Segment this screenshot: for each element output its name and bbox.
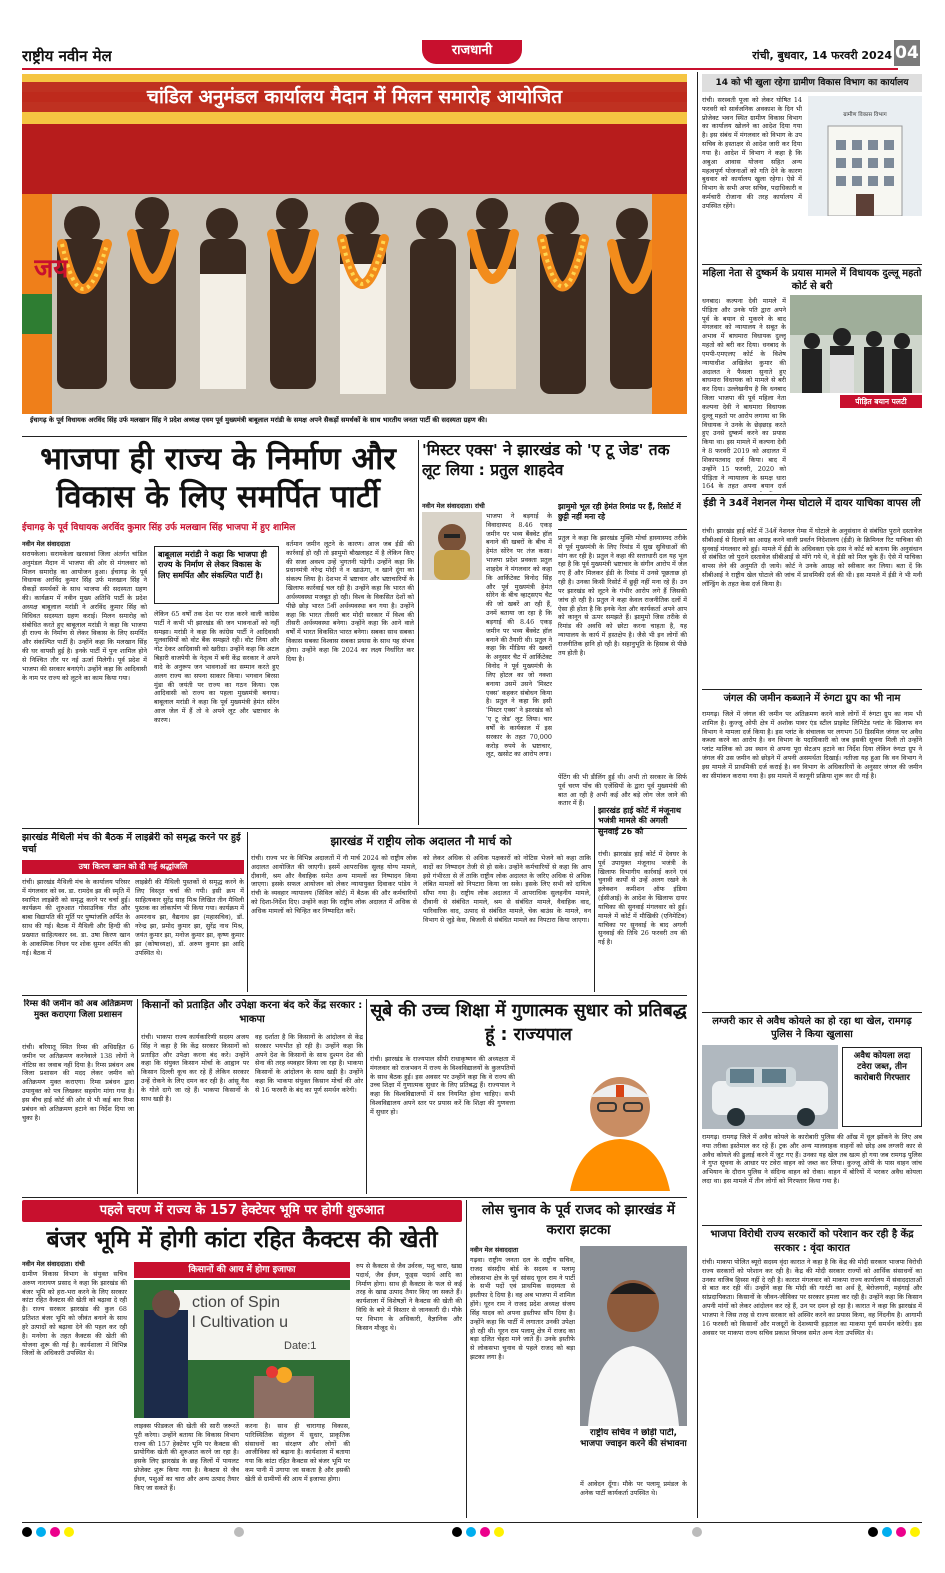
bjp-strap	[22, 520, 414, 536]
reg-mark-grey-1	[234, 1527, 244, 1537]
bjp-story	[22, 440, 414, 825]
forest-headline: जंगल की जमीन कब्जाने में रुंगटा ग्रुप का भी नाम	[723, 693, 901, 704]
rjd-headline: लोस चुनाव के पूर्व राजद को झारखंड में करारा झटका	[482, 1202, 675, 1238]
rule-farmers-governor	[366, 999, 367, 1194]
reg-mark-cyan-3	[882, 1527, 892, 1537]
cactus-band	[22, 1200, 462, 1222]
mrx-byline: नवीन मेल संवाददाता। रांची	[422, 502, 485, 510]
bjp-headline-1: भाजपा ही राज्य के निर्माण और	[40, 441, 396, 477]
rural-dept-headline-box	[702, 74, 922, 92]
cactus-story	[22, 1200, 462, 1518]
rims-body: रांची। बरियातू स्थित रिम्स की अधिग्रहित 6 जमीन पर अतिक्रमण करनेवाले 138 लोगों ने नोटिस का जवाब नहीं दिया है। रिम्स प्रबंधन अब जिला प्रशासन की मदद लेकर जमीन को अतिक्रमण मुक्त कराएगा। रिम्स प्रबंधन द्वारा उपायुक्त को पत्र लिखकर सहयोग मांगा गया है। इस बीच हाई कोर्ट की ओर से भी कई बार रिम्स प्रबंधन को अतिक्रमण हटाने का निर्देश दिया जा चुका है।	[22, 1043, 134, 1122]
dulu-body: धनबाद। कल्पना देवी मामले में पीड़िता और उनके पति द्वारा अपने पूर्व के बयान से मुकरने के बाद मंगलवार को न्यायालय ने सबूत के अभाव में बाघमारा विधायक दुल्लू महतो को बरी कर दिया। धनबाद के एमपी-एमएलए कोर्ट के विशेष न्यायाधीश अखिलेश कुमार की अदालत ने फैसला सुनाते हुए बाघमारा विधायक को मामले से बरी कर दिया। उल्लेखनीय है कि धनबाद जिला भाजपा की पूर्व महिला नेता कल्पना देवी ने बाघमारा विधायक दुल्लू महतो पर आरोप लगाया था कि विधायक ने उनके के छेड़छाड़ करते हुए उनसे दुष्कर्म करने का प्रयास किया था। इस मामले में कल्पना देवी ने 8 फरवरी 2019 को अदालत में शिकायतवाद दर्ज किया। बाद में उन्होंने 15 फरवरी, 2020 को पीड़िता ने न्यायालय के समक्ष धारा 164 के तहत अपना बयान दर्ज	[702, 297, 786, 491]
rjd-photo-caption: राष्ट्रीय सचिव ने छोड़ी पार्टी, भाजपा ज्वाइन करने की संभावना	[580, 1428, 687, 1450]
opposition-body: रांची। माकपा पोलित ब्यूरो सदस्य वृंदा कारात ने कहा है कि केंद्र की मोदी सरकार भाजपा विरोधी राज्य सरकारों को परेशान कर रही है। केंद्र की मोदी सरकार राज्यों को आर्थिक संसाधनों का उनका वाजिब हिस्सा नहीं दे रही है। कारात मंगलवार को माकपा राज्य कार्यालय में संवाददाताओं से बात कर रही थीं। उन्होंने कहा कि मोदी की गारंटी का अर्थ है, बेरोजगारी, महंगाई और सांप्रदायिकता। किसानों के जीवन-जीविका पर सरकार हमला कर रही है। उन्होंने कहा कि किसान अपनी मांगों को लेकर आंदोलन कर रहे हैं, उन पर दमन हो रहा है। कारात ने कहा कि झारखंड में भाजपा ने जिस तरह से राज्य सरकार को अस्थिर करने का प्रयास किया, वह निंदनीय है। आगामी 16 फरवरी को किसानों और मजदूरों के देशव्यापी हड़ताल का माकपा पूर्ण समर्थन करेगी। इस अवसर पर माकपा राज्य सचिव प्रकाश विप्लव समेत अन्य नेता उपस्थित थे।	[702, 1258, 922, 1337]
dulu-story	[702, 267, 922, 492]
governor-story	[370, 999, 687, 1194]
page-number: 04	[894, 40, 920, 66]
cactus-band-text: पहले चरण में राज्य के 157 हेक्टेयर भूमि पर होगी शुरुआत	[99, 1203, 385, 1218]
coal-photo-tag-box	[842, 1047, 922, 1127]
registration-strip	[22, 1524, 922, 1540]
ed-body: रांची। झारखंड हाई कोर्ट में 34वें नेशनल गेम्स में घोटाले के अनुसंधान से संबंधित पुराने दस्तावेज सीबीआई से दिलाने का आग्रह करने वाली प्रवर्तन निदेशालय (ईडी) के क्रिमिनल रिट याचिका की सुनवाई मंगलवार को हुई। मामले में ईडी के अधिवक्ता एके दास ने कोर्ट को बताया कि अनुसंधान से संबंधित जो पुराने दस्तावेज सीबीआई से माँगे गये थे, वे ईडी को मिल चुके हैं। ऐसे में याचिका वापस लेने की अनुमति दी जाये। कोर्ट ने उनके आग्रह को स्वीकार कर लिया। बता दें कि सीबीआई ने राष्ट्रीय खेल घोटाले की जांच में प्राथमिकी दर्ज की थी। इस मामले में ईडी ने भी मनी लॉन्ड्रिंग के तहत केस दर्ज किया है।	[702, 527, 922, 588]
reg-mark-black	[22, 1527, 32, 1537]
rally-banner-sign: जय	[34, 254, 69, 284]
cactus-body-col1: ग्रामीण विकास विभाग के संयुक्त सचिव अरुण नारायण प्रसाद ने कहा कि झारखंड की बंजर भूमि को हरा-भरा करने के लिए सरकार कांटा रहित कैक्टस की खेती को बढ़ावा दे रही है। राज्य सरकार झारखंड की कुल 68 प्रतिशत बंजर भूमि को जीवंत बनाने के साथ हरे उत्पादों को बढ़ावा देने की पहल कर रही है। मनरेगा के तहत कैक्टस की खेती की योजना शुरू की गई है। कार्यशाला में विभिन्न जिलों के अधिकारी उपस्थित थे।	[22, 1270, 127, 1358]
rule-right-4	[702, 1012, 922, 1013]
dulu-photo-graphic	[790, 295, 922, 393]
rjd-photo-caption-box	[580, 1428, 687, 1474]
cactus-photo-banner-2: l Cultivation u	[192, 1314, 289, 1331]
bjp-headline-2: विकास के लिए समर्पित पार्टी	[56, 479, 380, 515]
rjd-photo	[580, 1246, 687, 1426]
dulu-photo-tag: पीड़ित बयान पलटी	[855, 397, 907, 406]
rally-photo-caption: ईचागढ़ के पूर्व विधायक अरविंद सिंह उर्फ मलखान सिंह ने प्रदेश अध्यक्ष एवम पूर्व मुख्यमंत्री बाबूलाल मरांडी के समक्ष अपने सैकड़ों समर्थकों के साथ भारतीय जनता पार्टी की सदस्यता ग्रहण की।	[30, 416, 488, 424]
cactus-body-col3: करना है। साथ ही चारागाह विकास, पारिस्थितिक संतुलन में सुधार, प्राकृतिक संसाधनों का संरक्षण और लोगों की आजीविका को बढ़ाना है। कार्यशाला में बताया गया कि कांटा रहित कैक्टस को बंजर भूमि पर कम पानी में उगाया जा सकता है और इसकी खेती से ग्रामीणों की आय में इजाफा होगा।	[245, 1422, 350, 1483]
mrx-body-col2: प्रतुल ने कहा कि झारखंड मुक्ति मोर्चा हास्यास्पद तरीके से पूर्व मुख्यमंत्री के लिए रिमांड में सुख सुविधाओं की मांग कर रही है। प्रतुल ने कहा की सत्ताधारी दल यह भूल रहा है कि पूर्व मुख्यमंत्री भ्रष्टाचार के संगीन आरोप में जेल गए हैं और मिलकर ईडी के रिमांड में उनसे पूछताछ हो रही है। उनका किसी रिसोर्ट में छुट्टी नहीं मना रहे हैं। उन पर झारखंड को लूटने के गंभीर आरोप लगे हैं जिसकी जांच हो रही है। प्रतुल ने कहा केवल राजनीतिक दलों में ऐसा ही होता है कि इनके नेता और कार्यकर्ता अपने आप को कानून से ऊपर समझते हैं। झामुमो जिस तरीके से रिमांड की अवधि को छोटा करना चाहता है, यह न्यायालय के कार्य में हस्तक्षेप है। जैसे भी इन लोगों की राजनीतिक हानि हो रही है। सहानुभूति के हिसाब से पीछे तय होती है।	[558, 534, 687, 657]
lok-adalat-story	[251, 832, 591, 992]
rjd-story	[470, 1200, 687, 1518]
farmers-headline: किसानों को प्रताड़ित और उपेक्षा करना बंद करे केंद्र सरकार : भाकपा	[141, 1000, 363, 1025]
bjp-body-col1: सरायकेला। सरायकेला खरसावां जिला अंतर्गत चांडिल अनुमंडल मैदान में भाजपा की ओर से मंगलवार को मिलन समारोह का आयोजन हुआ। ईचागढ़ के पूर्व विधायक अरविंद कुमार सिंह उर्फ मलखान सिंह ने सैकड़ों समर्थकों के साथ भाजपा की सदस्यता ग्रहण की। कार्यक्रम में नवीन मुख्य अतिथि पार्टी के प्रदेश अध्यक्ष बाबूलाल मरांडी ने अरविंद कुमार सिंह को विधिवत सदस्यता ग्रहण कराई। मिलन समारोह को संबोधित करते हुए बाबूलाल मरांडी ने कहा कि भाजपा ही राज्य के निर्माण से लेकर विकास के लिए समर्पित और संकल्पित पार्टी है। उन्होंने कहा कि मलखान सिंह की घर वापसी हुई है। इनके पार्टी में पुनः शामिल होने से निश्चित तौर पर नई ऊर्जा मिलेगी। पूर्व प्रदेश में भाजपा की सरकार बनाएंगे। उन्होंने कहा कि आदिवासी के नाम पर राज्य को लूटने का काम किया गया।	[22, 550, 147, 682]
governor-headline: सूबे की उच्च शिक्षा में गुणात्मक सुधार को प्रतिबद्ध हूं : राज्यपाल	[370, 1001, 687, 1045]
farmers-story	[141, 999, 363, 1194]
farmers-body-col2: वह दर्शाता है कि किसानों के आंदोलन से केंद्र सरकार भयभीत हो रही है। उन्होंने कहा कि अपने देश के किसानों के साथ दुश्मन देश की सेना की तरह व्यवहार किया जा रहा है। भाकपा किसानों के आंदोलन के साथ खड़ी है। उन्होंने कहा कि भाकपा संयुक्त किसान मोर्चा की ओर से 16 फरवरी के बंद का पूर्ण समर्थन करेगी।	[255, 1033, 363, 1094]
rule-rims-farmers	[137, 999, 138, 1194]
manjunath-body: रांची। झारखंड हाई कोर्ट में देवघर के पूर्व उपायुक्त मंजूनाथ भजंत्री के खिलाफ विभागीय कार्रवाई करने एवं चुनावी कार्यों से उन्हें अलग रखने के इलेक्शन कमीशन ऑफ इंडिया (ईसीआई) के आदेश के खिलाफ दायर याचिका की सुनवाई मंगलवार को हुई। मामले में कोर्ट में मौखिकी (एनिमेटिव) याचिका पर सुनवाई के बाद अगली सुनवाई की तिथि 26 फरवरी तय की गई है।	[598, 850, 687, 947]
reg-mark-yellow-3	[910, 1527, 920, 1537]
forest-body: रामगढ़। जिले में जंगल की जमीन पर अतिक्रमण करने वाले लोगों में रुंगटा ग्रुप का नाम भी शामिल है। कुज्जू ओपी क्षेत्र में अशोक पावर एंड स्टील प्राइवेट लिमिटेड प्लांट के खिलाफ वन विभाग ने मामला दर्ज किया है। इस प्लांट के संचालक पर लगभग 50 डिसमिल जंगल पर अवैध कब्जा करने का आरोप है। वन विभाग के पदाधिकारी को जब इसकी सूचना मिली तो उन्होंने प्लांट मालिक को उस स्थान से अपना पूरा सेटअप हटाने का निर्देश दिया लेकिन रुंगटा ग्रुप ने जंगल की उस जमीन को छोड़ने में अपनी असमर्थता दिखाई। नतीजा यह हुआ कि वन विभाग ने इस मामले में प्राथमिकी दर्ज कराई है। वन विभाग के अधिकारियों के अनुसार जंगल की जमीन का सीमांकन कराया गया है। इस मामले में कानूनी प्रक्रिया शुरू कर दी गई है।	[702, 710, 922, 780]
pratul-photo	[422, 512, 482, 580]
ed-headline: ईडी ने 34वें नेशनल गेम्स घोटाले में दायर याचिका वापस ली	[703, 498, 921, 509]
reg-mark-yellow-2	[494, 1527, 504, 1537]
manjunath-story	[598, 806, 687, 992]
rally-photo	[22, 74, 687, 414]
maithili-headline: झारखंड मैथिली मंच की बैठक में लाइब्रेरी को समृद्ध करने पर हुई चर्चा	[22, 832, 241, 856]
reg-mark-black-3	[868, 1527, 878, 1537]
coal-story	[702, 1015, 922, 1223]
coal-body: रामगढ़। रामगढ़ जिले में अवैध कोयले के कारोबारी पुलिस की आँख में धूल झोंकने के लिए अब नया तरीका इस्तेमाल कर रहे हैं। ट्रक और अन्य मालवाहक वाहनों को छोड़ अब लग्जरी कार से अवैध कोयले की ढुलाई करने में जुट गए हैं। उनका यह खेल तब खत्म हो गया जब रामगढ़ पुलिस ने गुप्त सूचना के आधार पर टवेरा वाहन को जब्त कर लिया। कुज्जू ओपी के पास वाहन जांच अभियान के दौरान पुलिस ने संदिग्ध वाहन को रोका। वाहन में बोरियों में भरकर अवैध कोयला लदा था। इस मामले में तीन लोगों को गिरफ्तार किया गया है।	[702, 1133, 922, 1186]
cactus-photo-caption-box	[134, 1262, 350, 1278]
cactus-body-col4: रुप से कैक्टस से जैव उर्वरक, पशु चारा, खाद्य पदार्थ, जैव ईंधन, फूड्स पदार्थ आदि का निर्माण होगा। साथ ही कैक्टस के फल से कई तरह के खाद्य उत्पाद तैयार किए जा सकते हैं। कार्यशाला में विशेषज्ञों ने कैक्टस की खेती की विधि के बारे में विस्तार से जानकारी दी। मौके पर विभाग के अधिकारी, वैज्ञानिक और किसान मौजूद थे।	[356, 1262, 462, 1332]
rule-mid-horizontal-2	[22, 995, 687, 996]
reg-mark-cyan-2	[466, 1527, 476, 1537]
reg-mark-black-2	[452, 1527, 462, 1537]
reg-mark-cyan	[36, 1527, 46, 1537]
masthead-rule	[22, 68, 898, 70]
top-banner	[22, 82, 687, 112]
rural-dept-building-label: ग्रामीण विकास विभाग	[843, 112, 887, 118]
reg-mark-grey-2	[692, 1527, 702, 1537]
bjp-byline: नवीन मेल संवाददाता	[22, 540, 71, 548]
cactus-body-col2: लाइक्स फीडकल की खेती की सारी जरूरतें पूरी करेगा। उन्होंने बताया कि विकास विभाग राज्य की 157 हेक्टेयर भूमि पर कैक्टस की प्रायोगिक खेती की शुरुआत करने जा रहा है। इसके लिए झारखंड के छह जिलों में पायलट प्रोजेक्ट शुरू किया गया है। कैक्टस से जैव ईंधन, पशुओं का चारा और अन्य उत्पाद तैयार किए जा सकते हैं।	[134, 1422, 239, 1492]
pratul-photo-graphic	[422, 512, 482, 580]
rule-right-3	[702, 689, 922, 690]
bjp-pullquote	[154, 546, 279, 604]
mrx-body-col1: भाजपा ने बड़गाई के विवादास्पद 8.46 एकड़ जमीन पर भव्य बैंक्वेट हॉल बनाने की खबरों के बीच में हेमंत सोरेन पर तंज कसा। भाजपा प्रदेश प्रवक्ता प्रतुल शाहदेव ने मंगलवार को कहा कि आर्किटेक्ट विनोद सिंह और पूर्व मुख्यमंत्री हेमंत सोरेन के बीच व्हाट्सएप चैट की जो खबरें आ रही हैं, उनमें बताया जा रहा है कि बड़गाई की 8.46 एकड़ जमीन पर भव्य बैंक्वेट हॉल बनाने की तैयारी थी। प्रतुल ने कहा कि मीडिया की खबरों के अनुसार चैट में आर्किटेक्ट विनोद ने पूर्व मुख्यमंत्री के लिए होटल का जो नक्शा बनाया उसमें उसने 'मिस्टर एक्स' कहकर संबोधन किया है। प्रतुल ने कहा कि इसी 'मिस्टर एक्स' ने झारखंड को 'ए टू जेड' लूट लिया। चार वर्षों के कार्यकाल में इस सरकार के तहत 70,000 करोड़ रुपये के भ्रष्टाचार, लूट, खसोट का आरोप लगा।	[486, 512, 552, 759]
lok-adalat-body-col1: रांची। राज्य भर के विभिन्न अदालतों में नौ मार्च 2024 को राष्ट्रीय लोक अदालत आयोजित की जाएगी। इसमें आपराधिक सुलह योग्य मामले, दीवानी, श्रम और वैवाहिक समेत अन्य मामलों का निष्पादन किया जाएगा। इसके सफल आयोजन को लेकर न्यायायुक्त दिवाकर पांडेय ने रांची के व्यवहार न्यायालय (सिविल कोर्ट) में बैठक की और कर्मचारियों को दिशा-निर्देश दिए। उन्होंने कहा कि राष्ट्रीय लोक अदालत में अधिक से अधिक मामलों को चिन्हित कर निष्पादित करें।	[251, 854, 417, 915]
farmers-body-col1: रांची। भाकपा राज्य कार्यकारिणी सदस्य अजय सिंह ने कहा है कि केंद्र सरकार किसानों को प्रताड़ित और उपेक्षा करना बंद करे। उन्होंने कहा कि संयुक्त किसान मोर्चा के आह्वान पर किसान दिल्ली कूच कर रहे हैं लेकिन सरकार उन्हें रोकने के लिए दमन कर रही है। आंसू गैस के गोले दागे जा रहे हैं। भाकपा किसानों के साथ खड़ी है।	[141, 1033, 249, 1103]
dulu-headline: महिला नेता से दुष्कर्म के प्रयास मामले में विधायक दुल्लू महतो कोर्ट से बरी	[702, 268, 922, 293]
cactus-photo	[134, 1280, 350, 1418]
rule-maithili-lok	[247, 832, 248, 992]
rule-right-2	[702, 494, 922, 495]
governor-photo	[560, 1063, 680, 1191]
mrx-sub-headline-box	[558, 502, 687, 530]
masthead	[22, 40, 922, 68]
rule-lok-manjunath	[594, 806, 595, 992]
maithili-story	[22, 832, 244, 992]
cactus-byline: नवीन मेल संवाददाता। रांची	[22, 1260, 85, 1268]
bjp-pullquote-text: बाबूलाल मरांडी ने कहा कि भाजपा ही राज्य के निर्माण से लेकर विकास के लिए समर्पित और संकल्पित पार्टी है।	[158, 550, 268, 580]
maithili-body-col2: लाइब्रेरी की मैथिली पुस्तकों से समृद्ध करने के लिए विस्तृत चर्चा की गयी। इसी क्रम में साहित्यकार सुरेंद्र साह मिश्र लिखित तीन मैथिली पुस्तक का लोकार्पण भी किया गया। कार्यक्रम में अमरनाथ झा, वैद्यनाथ झा (महासचिव), डॉ. नरेन्द्र झा, प्रमोद कुमार झा, सुरेंद्र नाथ मिश्र, जयंत कुमार झा, मनोज कुमार झा, कृष्ण कुमार झा (कोषाध्यक्ष), डॉ. अरुण कुमार झा आदि उपस्थित थे।	[135, 878, 244, 957]
section-tab	[422, 40, 522, 64]
maithili-strap-text: उषा किरण खान को दी गई श्रद्धांजलि	[78, 862, 188, 871]
mrx-body-col2-tail: पेंटिंग की भी डीलिंग हुई थी। अभी तो सरकार के सिर्फ पूर्व चरण पाँच की एजेंसियों के द्वारा पूर्व मुख्यमंत्री की बात आ रही है अभी कई और बड़े लोग जेल जाने की कतार में हैं।	[558, 773, 687, 808]
rule-mid-horizontal-1	[22, 828, 687, 829]
rjd-body: गढ़वा। राष्ट्रीय जनता दल के राष्ट्रीय सचिव, राजद संसदीय बोर्ड के सदस्य व पलामू लोकसभा क्षेत्र के पूर्व सांसद घूरन राम ने पार्टी के सभी पदों एवं प्राथमिक सदस्यता से इस्तीफा दे दिया है। वह अब भाजपा में शामिल होंगे। घूरन राम ने राजद प्रदेश अध्यक्ष संजय सिंह यादव को अपना इस्तीफा सौंप दिया है। उन्होंने कहा कि पार्टी में लगातार उनकी उपेक्षा हो रही थी। घूरन राम पलामू क्षेत्र में राजद का बड़ा दलित चेहरा माने जाते हैं। उनके इस्तीफे से लोकसभा चुनाव से पहले राजद को बड़ा झटका लगा है।	[470, 1256, 575, 1362]
rjd-body-tail: में आवेदन दूँगा। मौके पर पलामू प्रमंडल के अनेक पार्टी कार्यकर्ता उपस्थित थे।	[580, 1480, 687, 1497]
dateline: रांची, बुधवार, 14 फरवरी 2024	[752, 49, 892, 62]
maithili-strap	[22, 860, 244, 874]
bjp-strap-text: ईचागढ़ के पूर्व विधायक अरविंद कुमार सिंह उर्फ मलखान सिंह भाजपा में हुए शामिल	[22, 523, 296, 533]
coal-photo	[702, 1045, 838, 1129]
rule-right-5	[702, 1225, 922, 1226]
mrx-sub-headline: झामुमो भूल रही हेमंत रिमांड पर हैं, रिसोर्ट में छुट्टी नहीं मना रहे	[558, 502, 681, 521]
top-banner-text: चांडिल अनुमंडल कार्यालय मैदान में मिलन समारोह आयोजित	[146, 86, 563, 108]
rule-right-1	[702, 264, 922, 265]
rjd-byline: नवीन मेल संवाददाता	[470, 1246, 519, 1254]
cactus-photo-banner-1: ction of Spin	[192, 1294, 281, 1311]
reg-mark-magenta-2	[480, 1527, 490, 1537]
coal-headline: लग्जरी कार से अवैध कोयले का हो रहा था खेल, रामगढ़ पुलिस ने किया खुलासा	[712, 1016, 912, 1041]
rural-dept-body-top: रांची। सरस्वती पूजा को लेकर घोषित 14 फरवरी को सार्वजनिक अवकाश के दिन भी प्रोजेक्ट भवन स्थित ग्रामीण विकास विभाग का कार्यालय खोलने का आदेश दिया गया है। इस संबंध में मंगलवार को विभाग के उप सचिव के हस्ताक्षर से आदेश जारी कर दिया गया है। आदेश में विभाग ने कहा है कि अबुआ आवास योजना सहित अन्य महत्वपूर्ण योजनाओं को गति देने के कारण बुधवार को कार्यालय खुला रहेगा। ऐसे में विभाग के सभी अपर सचिव, पदाधिकारी व कर्मचारी रोजाना की तरह कार्यालय में उपस्थित रहेंगे।	[702, 96, 802, 210]
rims-story	[22, 999, 134, 1194]
lok-adalat-body-col2: को लेकर अधिक से अधिक पक्षकारों को नोटिस भेजने को कहा ताकि वादों का निष्पादन तेजी से हो सके। उन्होंने कर्मचारियों से कहा कि आप इसे गंभीरता से लें ताकि राष्ट्रीय लोक अदालत के जरिए अधिक से अधिक लंबित मामलों को निपटारा किया जा सके। इसके लिए सभी को दायित्व सौंपा गया है। राष्ट्रीय लोक अदालत में आपराधिक सुलहनीय मामले, दीवानी से संबंधित मामले, श्रम से संबंधित मामले, वैवाहिक वाद, पारिवारिक वाद, उत्पाद से संबंधित मामले, चेक बाउंस के मामले, वन विभाग से जुड़े केस, बिजली से संबंधित मामले का निपटारा किया जाएगा।	[423, 854, 591, 924]
reg-mark-magenta-3	[896, 1527, 906, 1537]
rural-dept-story	[702, 74, 922, 262]
reg-mark-yellow	[64, 1527, 74, 1537]
cactus-photo-block	[134, 1262, 350, 1418]
rule-right-column	[697, 72, 698, 1518]
opposition-headline: भाजपा विरोधी राज्य सरकारों को परेशान कर रही है केंद्र सरकार : वृंदा कारात	[710, 1229, 914, 1254]
governor-photo-graphic	[560, 1063, 680, 1191]
rule-below-photo	[22, 436, 687, 437]
bjp-body-col3: वर्तमान जमीन लूटने के कारण। आज जब ईडी की कार्रवाई हो रही तो झामुमो बौखलाहट में है लेकिन किए की सजा अवश्य उन्हें भुगतनी पड़ेगी। उन्होंने कहा कि प्रधानमंत्री नरेन्द्र मोदी ने न खाऊंगा, न खाने दूंगा का संकल्प लिया है। देशभर में भ्रष्टाचार और भ्रष्टाचारियों के खिलाफ कार्रवाई चल रही है। उन्होंने कहा कि भारत की अर्थव्यवस्था मजबूत हो रही। विश्व के विकसित देशों को पीछे छोड़ भारत 5वीं अर्थव्यवस्था बन गया है। उन्होंने कहा कि भारत तीसरी बार मोदी सरकार में विश्व की तीसरी अर्थव्यवस्था बनेगा। उन्होंने कहा कि आने वाले वर्षों में भारत विकसित भारत बनेगा। सबका साथ सबका विकास सबका विश्वास सबका प्रयास के साथ यह संभव होगा। उन्होंने कहा कि 2024 का लक्ष्य निर्धारित कर दिया है।	[286, 540, 414, 663]
ed-story	[702, 497, 922, 687]
rule-mid-horizontal-3	[22, 1197, 687, 1198]
governor-body: रांची। झारखंड के राज्यपाल सीपी राधाकृष्णन की अध्यक्षता में मंगलवार को राजभवन में राज्य के विश्वविद्यालयों के कुलपतियों के साथ बैठक हुई। इस अवसर पर उन्होंने कहा कि वे राज्य की उच्च शिक्षा में गुणात्मक सुधार के लिए प्रतिबद्ध हैं। राज्यपाल ने कहा कि विश्वविद्यालयों में सत्र नियमित होना चाहिए। सभी विश्वविद्यालय अपने स्तर पर प्रयास करें कि शिक्षा की गुणवत्ता में सुधार हो।	[370, 1055, 515, 1116]
dulu-photo-tag-box	[840, 395, 922, 408]
coal-photo-tag: अवैध कोयला लदा टवेरा जब्त, तीन कारोबारी गिरफ्तार	[853, 1051, 911, 1084]
maithili-body-col1: रांची। झारखंड मैथिली मंच के कार्यालय परिसर में मंगलवार को स्व. डा. रामदेव झा की स्मृति में स्थापित लाइब्रेरी को समृद्ध करने पर चर्चा हुई। कार्यक्रम की शुरुआत गोसाउनिक गीत और बाबा विद्यापति की मूर्ति पर पुष्पांजलि अर्पित के साथ की गई। बैठक में मैथिली और हिन्दी की प्रख्यात साहित्यकार स्व. डा. उषा किरण खान के आकस्मिक निधन पर शोक सुमन अर्पित की गई। बैठक में	[22, 878, 130, 957]
rural-dept-building-photo	[808, 96, 922, 216]
cactus-headline: बंजर भूमि में होगी कांटा रहित कैक्टस की खेती	[46, 1227, 438, 1253]
rule-cactus-rjd	[466, 1200, 467, 1518]
footer-rule	[22, 1522, 922, 1523]
rally-photo-graphic	[22, 74, 687, 414]
lok-adalat-headline: झारखंड में राष्ट्रीय लोक अदालत नौ मार्च को	[330, 834, 512, 848]
rjd-photo-graphic	[580, 1246, 687, 1426]
forest-story	[702, 692, 922, 1010]
rural-dept-headline: 14 को भी खुला रहेगा ग्रामीण विकास विभाग का कार्यालय	[715, 78, 909, 88]
rims-headline: रिम्स की जमीन को अब अतिक्रमण मुक्त कराएगा जिला प्रशासन	[23, 999, 133, 1021]
cactus-photo-banner-3: Date:1	[284, 1340, 317, 1352]
reg-mark-magenta	[50, 1527, 60, 1537]
paper-name: राष्ट्रीय नवीन मेल	[22, 47, 112, 65]
section-label: राजधानी	[451, 43, 493, 58]
bjp-body-col2: लेकिन 65 वर्षों तक देश पर राज करने वाली कांग्रेस पार्टी ने कभी भी झारखंड की जन भावनाओं को नहीं समझा। मरांडी ने कहा कि कांग्रेस पार्टी ने आदिवासी मूलवासियों को वोट बैंक समझते रही। वोट लिया और नोट देकर आदिवासी को खरीदा। उन्होंने कहा कि अटल बिहारी वाजपेयी के नेतृत्व में बनी केंद्र सरकार ने अपने वादे के अनुरूप जन भावनाओं का सम्मान करते हुए अलग राज्य का सपना साकार किया। भगवान बिरसा मुंडा की जयंती पर राज्य का गठन किया। एक आदिवासी को राज्य का पहला मुख्यमंत्री बनाया। बाबूलाल मरांडी ने कहा कि पूर्व मुख्यमंत्री हेमंत सोरेन आज जेल में हैं तो वे अपने लूट और भ्रष्टाचार के कारण।	[154, 610, 279, 724]
coal-photo-graphic	[702, 1045, 838, 1129]
mrx-headline: 'मिस्टर एक्स' ने झारखंड को 'ए टू जेड' तक लूट लिया : प्रतुल शाहदेव	[422, 441, 670, 479]
mrx-story	[422, 440, 687, 825]
rule-bjp-mrx	[418, 440, 419, 825]
opposition-story	[702, 1228, 922, 1518]
cactus-photo-caption: किसानों की आय में होगा इजाफा	[188, 1265, 296, 1275]
manjunath-headline: झारखंड हाई कोर्ट में मंजूनाथ भजंत्री मामले की अगली सुनवाई 26 को	[598, 806, 681, 836]
dulu-photo	[790, 295, 922, 393]
